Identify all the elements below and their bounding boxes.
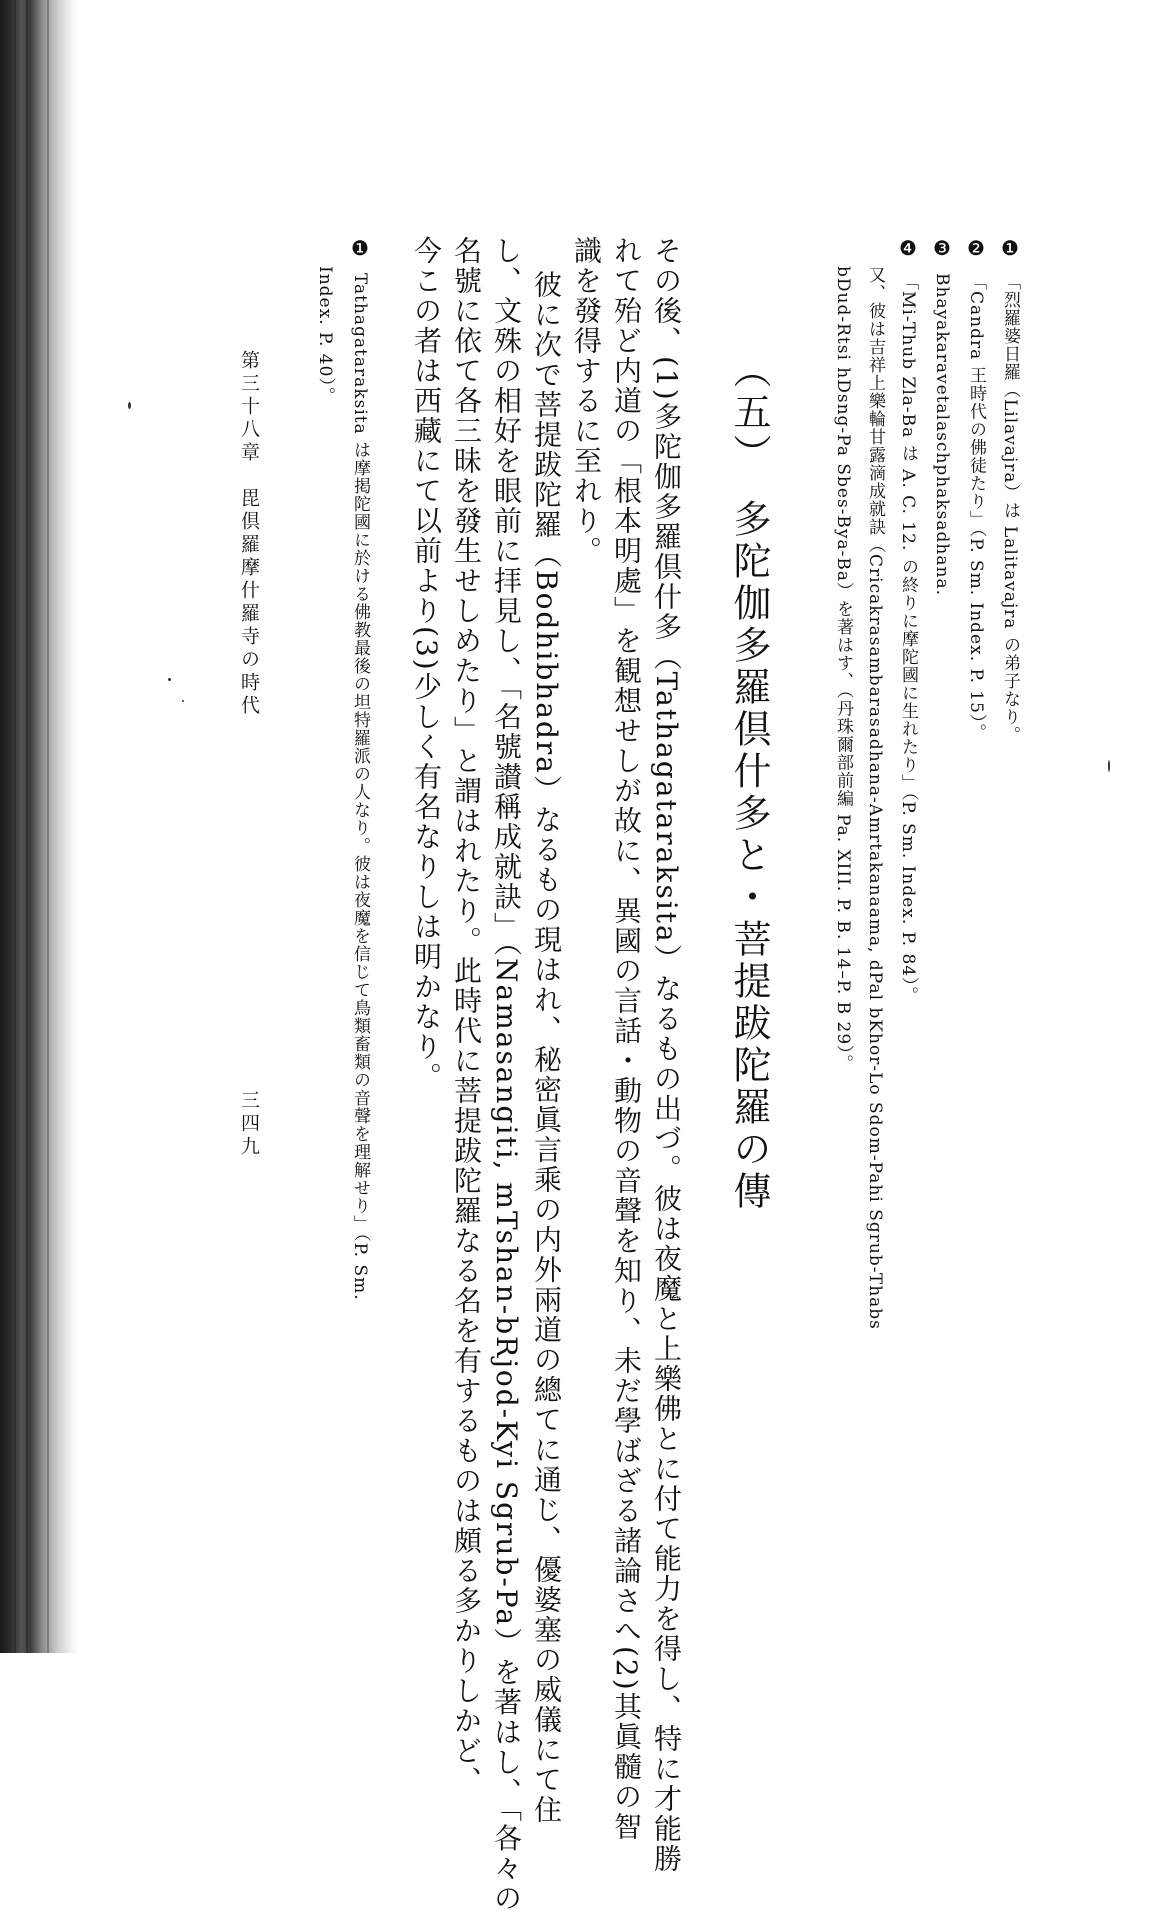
scan-speck — [168, 678, 171, 681]
footnote-b1-continued — [316, 266, 333, 405]
body-line: し、文殊の相好を眼前に拝見し、「名號讃稱成就訣」（Namasangiti, mTshan-bRjod-Kyi Sgrub-Pa）を著はし、「各々の — [490, 236, 523, 1913]
body-line: 今この者は西藏にて以前より(3)少しく有名なりしは明かなり。 — [410, 236, 443, 1092]
footnote-marker: ❹ — [896, 236, 920, 261]
binding-streak — [26, 0, 28, 1653]
binding-shadow — [0, 0, 78, 1653]
footnote-marker: ❶ — [348, 236, 372, 261]
footnote-marker: ❷ — [964, 236, 988, 261]
scan-speck — [1108, 760, 1110, 772]
footnote-4-continued — [834, 266, 851, 1073]
footnote-b1 — [350, 236, 370, 1301]
body-line: 名號に依て各三昧を發生せしめたり」と謂はれたり。此時代に菩提跋陀羅なる名を有するものは頗る多かりしかど、 — [450, 236, 483, 1796]
section-heading: （五） 多陀伽多羅倶什多と・菩提跋陀羅の傳 — [727, 350, 771, 1213]
footnote-text: Tathagataraksita は摩掲陀國に於ける佛教最後の坦特羅派の人なり。彼は夜魔を信じて鳥類畜類の音聲を理解せり」（P. Sm. — [350, 273, 370, 1301]
footnote-text: bDud-Rtsi hDsng-Pa Sbes-Bya-Ba）を著はす、（丹珠爾部前編 Pa. XIII. P. B. 14–P. B 29）。 — [833, 266, 853, 1073]
scan-speck — [128, 402, 131, 409]
footnote-text: 「Mi-Thub Zla-Ba は A. C. 12. の終りに摩陀國に生れたり」（P. Sm. Index. P. 84）。 — [898, 273, 918, 1005]
footnote-1 — [1000, 236, 1020, 744]
scan-speck — [182, 700, 184, 702]
footnote-4 — [898, 236, 918, 1005]
footnote-text: Index. P. 40）。 — [315, 266, 335, 405]
footnote-text: 又、彼は吉祥上樂輪甘露滴成就訣（Cricakrasambarasadhana-Amrtakanaama, dPal bKhor-Lo Sdom-Pahi Sgrub-Thabs — [865, 266, 885, 1330]
running-title: 第三十八章 毘倶羅摩什羅寺の時代 — [238, 350, 260, 718]
footnote-2 — [966, 236, 986, 741]
body-line: 識を發得するに至れり。 — [570, 236, 603, 566]
footnote-marker: ❶ — [998, 236, 1022, 261]
footnote-text: 「烈羅婆日羅（Lilavajra）は Lalitavajra の弟子なり。 — [1000, 273, 1020, 744]
footnote-text: 「Candra 王時代の佛徒たり」（P. Sm. Index. P. 15）。 — [966, 273, 986, 742]
binding-streak — [14, 0, 16, 1653]
footnote-text: Bhayakaravetalaschphaksadhana. — [932, 273, 952, 596]
footnote-3 — [932, 236, 952, 596]
binding-streak — [47, 0, 49, 1653]
footnote-4-continued — [866, 266, 883, 1330]
body-line: れて殆ど内道の「根本明處」を観想せしが故に、異國の言話・動物の音聲を知り、未だ學ばざる諸論さへ(2)其眞髓の智 — [610, 236, 643, 1842]
body-line: その後、(1)多陀伽多羅倶什多（Tathagataraksita）なるもの出づ。彼は夜魔と上樂佛とに付て能力を得し、特に才能勝 — [650, 236, 683, 1874]
footnote-marker: ❸ — [930, 236, 954, 261]
body-line: 彼に次で菩提跋陀羅（Bodhibhadra）なるもの現はれ、秘密眞言乘の内外兩道の總てに通じ、優婆塞の威儀にて住 — [530, 270, 563, 1825]
page-number: 三四九 — [238, 1090, 260, 1159]
